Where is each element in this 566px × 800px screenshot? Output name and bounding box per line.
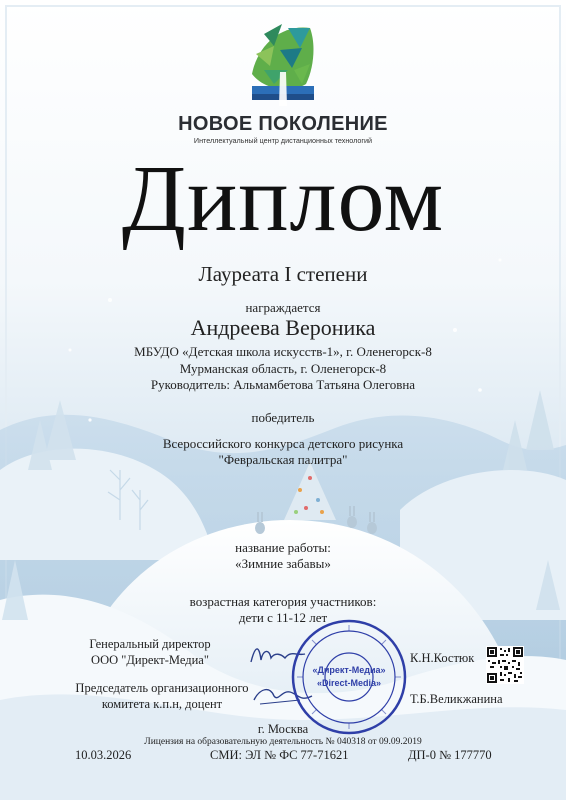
supervisor-line: Руководитель: Альмамбетова Татьяна Олеговна [150, 377, 416, 392]
director-title: Генеральный директор [89, 637, 211, 651]
recipient-name: Андреева Вероника [190, 315, 376, 340]
director-company: ООО "Директ-Медиа" [91, 653, 209, 667]
qr-code-icon [486, 646, 524, 684]
status-label: победитель [251, 410, 315, 425]
issue-date: 10.03.2026 [75, 748, 132, 762]
chair-name: Т.Б.Великжанина [410, 692, 503, 706]
awarded-label: награждается [245, 300, 321, 315]
diploma-number: ДП-0 № 177770 [408, 748, 492, 762]
stamp-text-ru: «Директ-Медиа» [312, 665, 386, 675]
tree-logo-icon [244, 14, 322, 108]
chair-title: Председатель организационного [75, 681, 249, 695]
brand-name: НОВОЕ ПОКОЛЕНИЕ [178, 113, 388, 135]
region-line: Мурманская область, г. Оленегорск-8 [179, 361, 387, 376]
director-name: К.Н.Костюк [410, 651, 475, 665]
work-label: название работы: [235, 540, 331, 555]
official-stamp [290, 618, 408, 736]
smi-registration: СМИ: ЭЛ № ФС 77-71621 [210, 748, 349, 762]
contest-title: "Февральская палитра" [218, 452, 348, 467]
chair-degree: комитета к.п.н, доцент [101, 697, 223, 711]
age-category-value: дети с 11-12 лет [238, 610, 328, 625]
city-label: г. Москва [257, 722, 309, 736]
work-title: «Зимние забавы» [235, 556, 331, 571]
diploma-degree: Лауреата I степени [198, 262, 368, 286]
stamp-text-en: «Direct-Media» [316, 678, 382, 688]
diploma-title: Диплом [121, 147, 445, 251]
contest-name: Всероссийского конкурса детского рисунка [162, 436, 404, 451]
age-category-label: возрастная категория участников: [189, 594, 377, 609]
license-text: Лицензия на образовательную деятельность № 040318 от 09.09.2019 [144, 737, 422, 747]
institution-line: МБУДО «Детская школа искусств-1», г. Оленегорск-8 [134, 344, 432, 359]
brand-tagline: Интеллектуальный центр дистанционных технологий [193, 136, 373, 145]
